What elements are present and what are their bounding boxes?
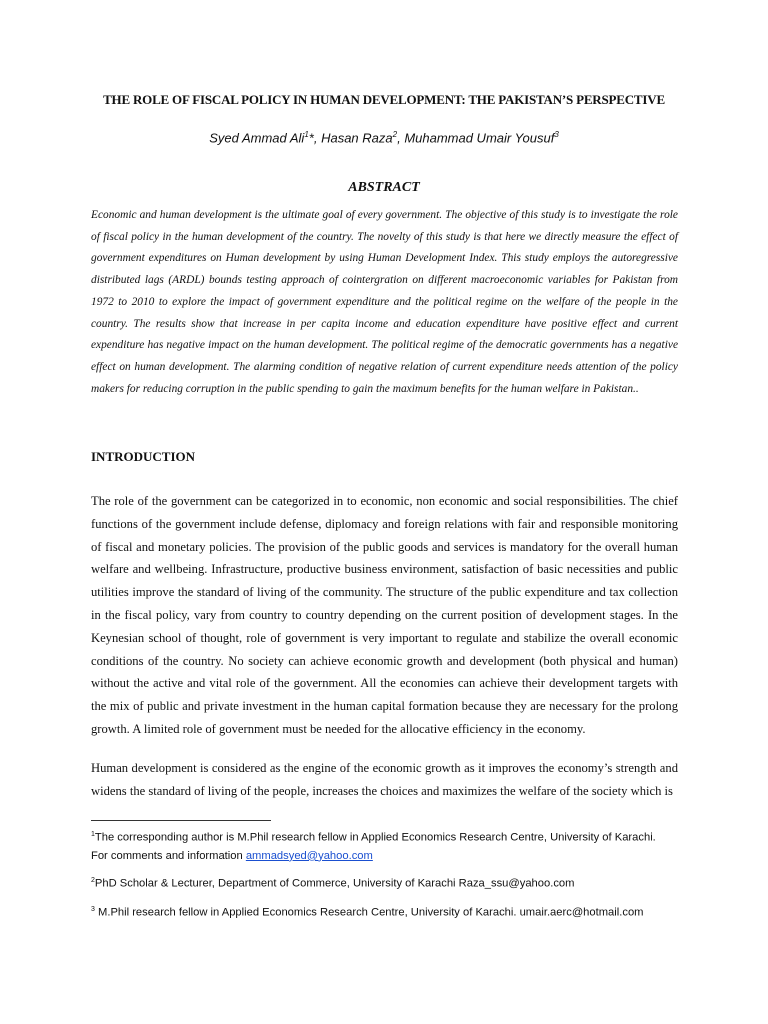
footnote-3 <box>91 901 691 922</box>
footnote-text: The corresponding author is M.Phil research fellow in Applied Economics Research Centre, University of Karachi. <box>94 831 656 844</box>
email-link[interactable]: ammadsyed@yahoo.com <box>245 849 373 862</box>
footnote-mark: 2 <box>91 877 95 884</box>
introduction-paragraph-2: Human development is considered as the engine of the economic growth as it improves the economy’s strength and widens the standard of living of the people, increases the choices and maximizes the welfare of the society which is <box>91 761 678 798</box>
introduction-heading: INTRODUCTION <box>91 449 196 464</box>
footnote-text: For comments and information <box>91 849 246 862</box>
abstract-heading: ABSTRACT <box>348 180 420 195</box>
paper-title: THE ROLE OF FISCAL POLICY IN HUMAN DEVELOPMENT: THE PAKISTAN’S PERSPECTIVE <box>103 92 665 107</box>
introduction-paragraph-1: The role of the government can be categorized in to economic, non economic and social responsibilities. The chief functions of the government include defense, diplomacy and foreign relations with fair and responsible monitoring of fiscal and monetary policies. The provision of the public goods and services is mandatory for the overall human welfare and wellbeing. Infrastructure, productive business environment, satisfaction of basic necessities and public utilities improve the standard of living of the community. The structure of the public expenditure and tax collection in the fiscal policy, vary from country to country depending on the current position of development stages. In the Keynesian school of thought, role of government is very important to regulate and stabilize the overall economic conditions of the country. No society can achieve economic growth and development (both physical and human) without the active and vital role of the government. All the economies can achieve their development targets with the mix of public and private investment in the human capital formation because they are necessary for the prolong growth. A limited role of government must be needed for the allocative efficiency in the economy. <box>91 494 678 736</box>
abstract-text: Economic and human development is the ultimate goal of every government. The objective of this study is to investigate the role of fiscal policy in the human development of the country. The novelty of this study is that here we directly measure the effect of government expenditures on Human development by using Human Development Index. This study employs the autoregressive distributed lags (ARDL) bounds testing approach of cointergration on different macroeconomic variables for Pakistan from 1972 to 2010 to explore the impact of government expenditure and the political regime on the welfare of the people in the country. The results show that increase in per capita income and education expenditure have positive effect and current expenditure has negative impact on the human development. The political regime of the democratic governments has a negative effect on human development. The alarming condition of negative relation of current expenditure needs attention of the policy makers for reducing corruption in the public spending to gain the maximum benefits for the human welfare in Pakistan.. <box>91 209 678 395</box>
author-separator: *, <box>308 130 322 146</box>
footnote-text: PhD Scholar & Lecturer, Department of Commerce, University of Karachi Raza_ssu@yahoo.com <box>94 877 575 890</box>
author-name: Hasan Raza <box>321 130 393 146</box>
footnote-mark: 3 <box>91 906 95 913</box>
footnote-2 <box>91 872 691 893</box>
footnote-mark: 1 <box>91 831 95 838</box>
author-list <box>0 130 768 145</box>
author-mark: 2 <box>392 130 398 139</box>
author-mark: 3 <box>554 130 559 139</box>
footnote-text: M.Phil research fellow in Applied Economics Research Centre, University of Karachi. umair.aerc@hotmail.com <box>94 906 644 919</box>
author-separator: , <box>397 130 405 146</box>
author-mark: 1 <box>304 130 309 139</box>
author-name: Syed Ammad Ali <box>209 130 305 146</box>
footnote-divider <box>91 820 271 821</box>
footnote-1 <box>91 826 691 865</box>
author-name: Muhammad Umair Yousuf <box>404 130 555 146</box>
